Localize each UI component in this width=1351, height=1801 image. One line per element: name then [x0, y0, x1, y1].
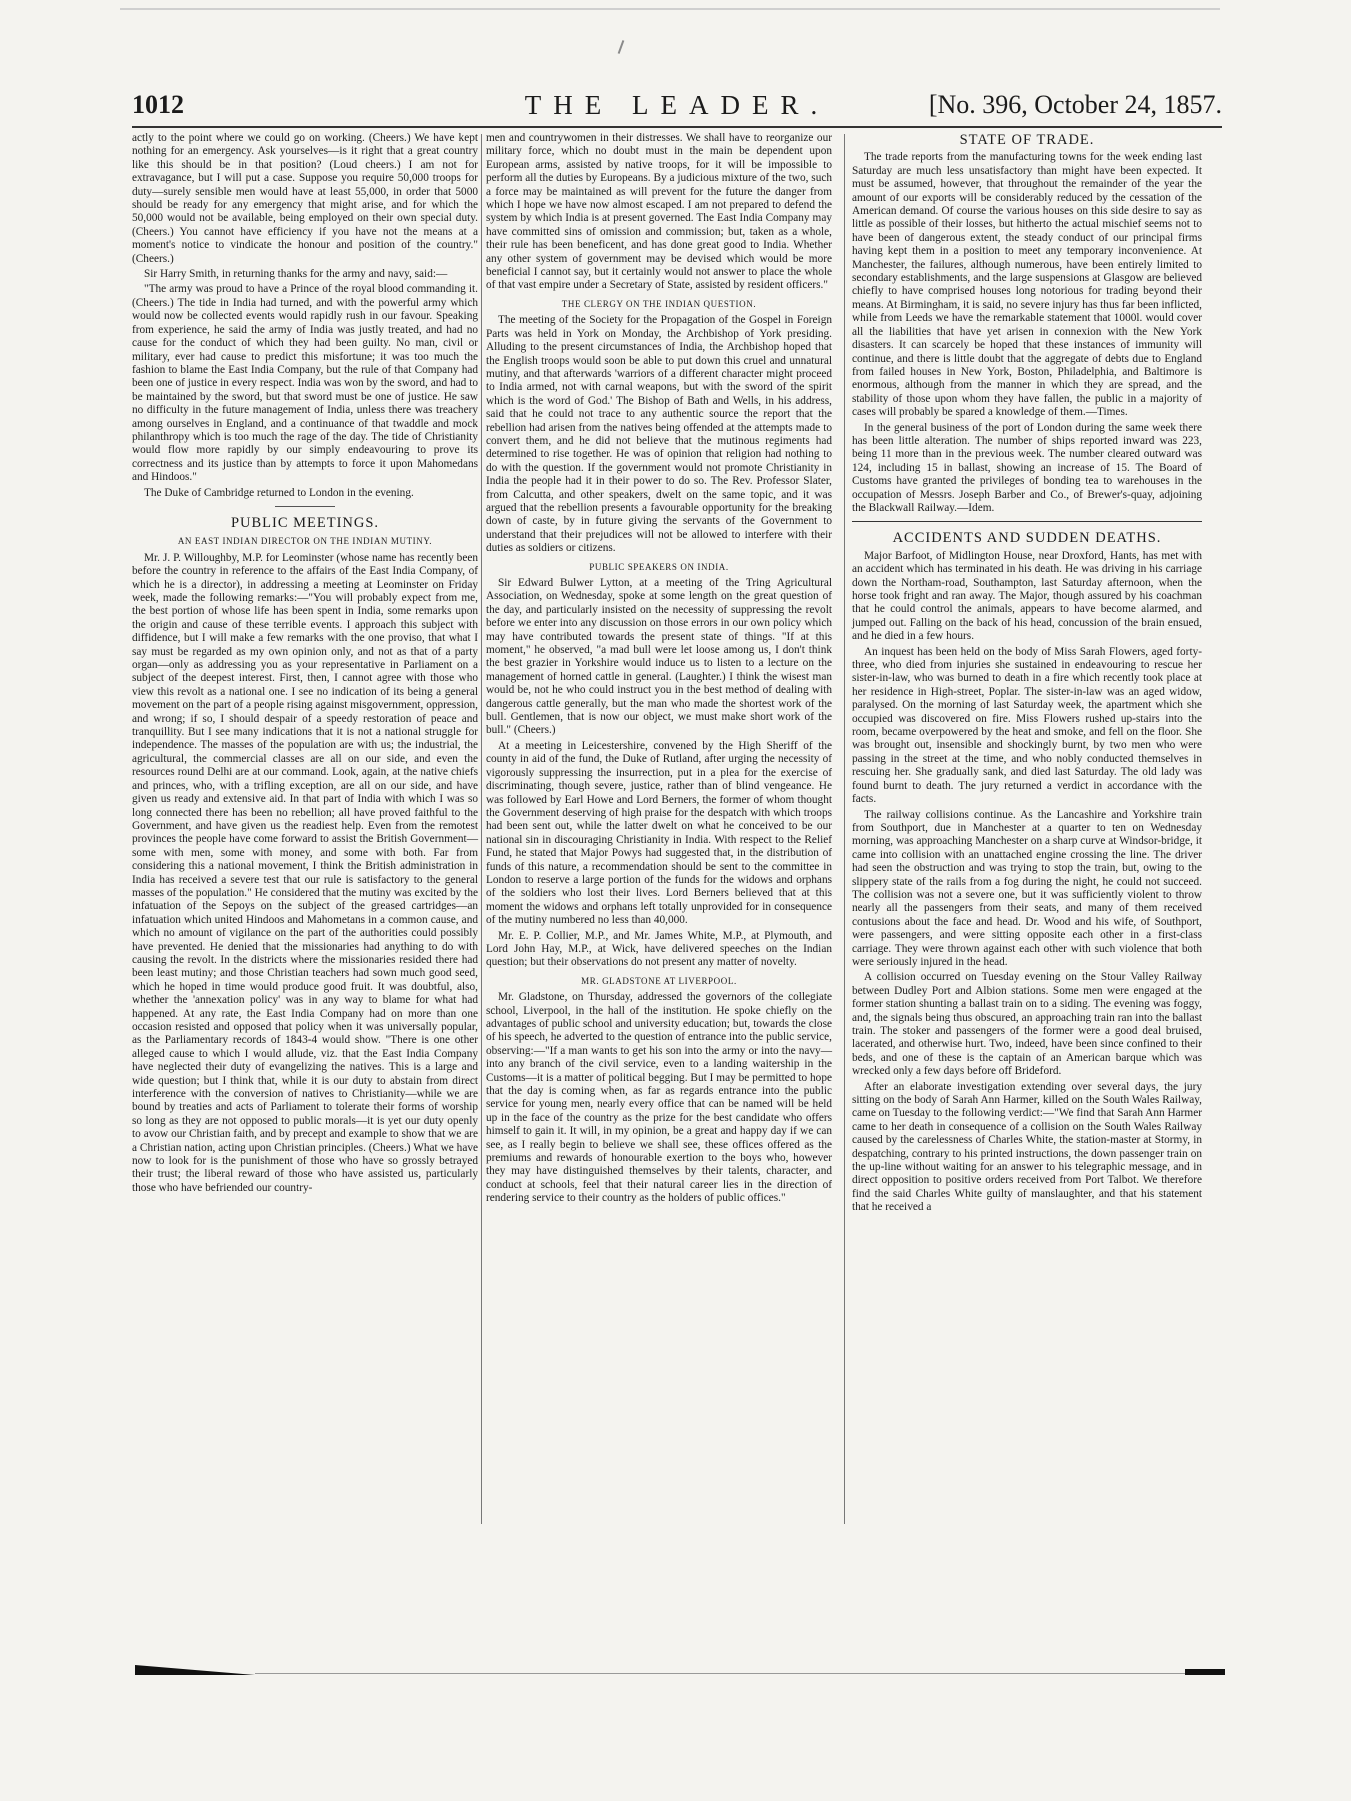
column-divider [844, 134, 845, 1524]
article-paragraph: Sir Edward Bulwer Lytton, at a meeting of the Tring Agricultural Association, on Wednesday, spoke at some length on the great question of the day, and particularly insisted on the necessity of suppressing the revolt before we enter into any discussion on those errors in our own policy which may have contributed towards the present state of things. "If at this moment," he observed, "a mad bull were let loose among us, I don't think the best grazier in Yorkshire would induce us to listen to a lecture on the management of horned cattle in general. (Laughter.) I think the wisest man would be, not he who could instruct you in the best method of dealing with dangerous cattle generally, but the man who made the shortest work of the bull. Gentlemen, that is now our object, we must make short work of the bull." (Cheers.) [486, 577, 832, 737]
article-paragraph: In the general business of the port of London during the same week there has been little alteration. The number of ships reported inward was 223, being 11 more than in the previous week. The number cleared outward was 124, including 15 in ballast, showing an increase of 15. The Board of Customs have granted the privileges of bonding tea to warehouses in the occupation of Messrs. Joseph Barber and Co., of Brewer's-quay, adjoining the Blackwall Railway.—Idem. [852, 421, 1202, 514]
scan-pen-mark [618, 40, 625, 54]
scan-bottom-edge [135, 1665, 1225, 1677]
article-paragraph: Mr. E. P. Collier, M.P., and Mr. James White, M.P., at Plymouth, and Lord John Hay, M.P., at Wick, have delivered speeches on the Indian question; but their observations do not present any matter of novelty. [486, 929, 832, 969]
subsection-heading: THE CLERGY ON THE INDIAN QUESTION. [561, 298, 757, 309]
scan-edge-mark [120, 8, 1220, 10]
article-paragraph: Mr. J. P. Willoughby, M.P. for Leominster (whose name has recently been before the country in reference to the affairs of the East India Company, of which he is a director), in addressing a meeting at Leominster on Friday week, made the following remarks:—"You will probably expect from me, the best portion of whose life has been spent in India, some remarks upon the origin and cause of these terrible events. I approach this subject with diffidence, but I will make a few remarks with the one proviso, that what I say must be regarded as my own opinion only, and not as that of a party organ—only as addressing you as your representative in Parliament on a subject of the deepest interest. First, then, I cannot agree with those who view this revolt as a national one. I see no indication of its being a general movement on the part of a people rising against misgovernment, oppression, and wrong; if so, I should despair of a speedy restoration of peace and tranquillity. But I see many indications that it is not a national struggle for independence. The masses of the population are with us; the industrial, the agricultural, the commercial classes are all on our side, and even the resources round Delhi are at our command. Look, again, at the native chiefs and princes, who, with a trifling exception, are all on our side, and have given us ready and extensive aid. In that part of India with which I was so long connected there has been no rebellion; all have proved faithful to the Government, and have given us the readiest help. Even from the remotest provinces the people have come forward to assist the British Government—some with men, some with money, and some with both. Far from considering this a national movement, I think the British administration in India has received a severe test that our rule is satisfactory to the general masses of the population." He considered that the mutiny was excited by the infatuation of the Sepoys on the subject of the greased cartridges—an infatuation which united Hindoos and Mahometans in a common cause, and which no amount of vigilance on the part of the authorities could possibly have prevented. He denied that the missionaries had anything to do with causing the revolt. In the districts where the missionaries resided there had been least mutiny; and those Christian teachers had sown much good seed, which he hoped in time would produce good fruit. It was doubtful, also, whether the 'annexation policy' was in any way to blame for what had happened. At any rate, the East India Company had on more than one occasion resisted and opposed that policy when it was universally popular, as the Parliamentary records of 1843-4 would show. "There is one other alleged cause to which I would allude, viz. that the East India Company have neglected their duty of evangelizing the natives. This is a large and wide question; but I think that, while it is our duty to abstain from direct interference with the conversion of natives to Christianity—while we are bound by treaties and acts of Parliament to tolerate their forms of worship so long as they are not opposed to public morals—it is yet our duty openly to avow our Christian faith, and by precept and example to show that we are a Christian nation, acting upon Christian principles. (Cheers.) What we have now to look for is the punishment of those who have so grossly betrayed their trust; the liberal reward of those who have assisted us, particularly those who have befriended our country- [132, 551, 478, 1194]
scan-edge-line [255, 1673, 1215, 1674]
column-divider [481, 134, 482, 1524]
page-number: 1012 [132, 90, 184, 119]
scan-edge-bar [1185, 1669, 1225, 1675]
subsection-heading: MR. GLADSTONE AT LIVERPOOL. [581, 975, 737, 986]
section-heading-public-meetings: PUBLIC MEETINGS. [230, 514, 380, 531]
article-paragraph: men and countrywomen in their distresses. We shall have to reorganize our military force, which no doubt must in the main be dependent upon European arms, assisted by native troops, for it will be impossible to perform all the duties by Europeans. By a judicious mixture of the two, such a force may be maintained as will prevent for the future the danger from which I hope we have now almost escaped. I am not prepared to defend the system by which India is at present governed. The East India Company may have committed sins of omission and commission; but, taken as a whole, their rule has been beneficent, and has done great good to India. Whether any other system of government may be devised which would be more beneficial I cannot say, but it certainly would not answer to place the whole of that vast empire under a Secretary of State, assisted by resident officers." [486, 132, 832, 292]
article-paragraph: Sir Harry Smith, in returning thanks for the army and navy, said:— [144, 268, 448, 281]
column-2 [486, 132, 832, 1208]
section-heading-state-of-trade: STATE OF TRADE. [959, 132, 1095, 148]
newspaper-title: THE LEADER. [524, 90, 830, 120]
section-rule [275, 506, 335, 507]
masthead [132, 86, 1222, 126]
article-paragraph: An inquest has been held on the body of Miss Sarah Flowers, aged forty-three, who died from injuries she sustained in endeavouring to rescue her sister-in-law, who was burned to death in a fire which recently took place at her residence in High-street, Poplar. The sister-in-law was an aged widow, paralysed. On the morning of last Saturday week, the apartment which she occupied was discovered on fire. Miss Flowers rushed up-stairs into the room, became overpowered by the heat and smoke, and fell on the floor. She was brought out, insensible and shockingly burnt, by two men who were passing in the street at the time, and who nobly conducted themselves in rescuing her. She gradually sank, and died last Saturday. The old lady was found burnt to death. The jury returned a verdict in accordance with the facts. [852, 645, 1202, 806]
article-paragraph: After an elaborate investigation extending over several days, the jury sitting on the body of Sarah Ann Harmer, killed on the South Wales Railway, came on Tuesday to the following verdict:—"We find that Sarah Ann Harmer came to her death in consequence of a collision on the South Wales Railway caused by the carelessness of Charles White, the station-master at Stormy, in despatching, contrary to his printed instructions, the down passenger train on the up-line without waiting for an answer to his telegraphic message, and in direct opposition to positive orders received from Port Talbot. We therefore find the said Charles White guilty of manslaughter, and that his statement that he received a [852, 1080, 1202, 1214]
masthead-rule [132, 126, 1222, 128]
column-1 [132, 132, 478, 1197]
article-paragraph: Major Barfoot, of Midlington House, near Droxford, Hants, has met with an accident which has terminated in his death. He was driving in his carriage down the Northam-road, Southampton, last Saturday afternoon, when the horse took fright and ran away. The Major, though assured by his coachman that he could control the animals, appears to have become alarmed, and jumped out. Falling on the back of his head, concussion of the brain ensued, and he died in a few hours. [852, 549, 1202, 643]
subsection-heading: PUBLIC SPEAKERS ON INDIA. [589, 561, 729, 572]
article-paragraph: The Duke of Cambridge returned to London in the evening. [144, 486, 414, 499]
column-3 [852, 132, 1202, 1217]
article-paragraph: Mr. Gladstone, on Thursday, addressed the governors of the collegiate school, Liverpool, in the hall of the institution. He spoke chiefly on the advantages of public school and university education; but, towards the close of his speech, he adverted to the question of entrance into the public service, observing:—"If a man wants to get his son into the army or into the navy—into any branch of the civil service, even to a landing waitership in the Customs—it is a matter of political begging. But I may be permitted to hope that the day is coming when, as far as regards entrance into the public service for young men, nearly every office that can be named will be held up in the face of the country as the prize for the best candidate who offers himself to gain it. It will, in my opinion, be a great and happy day if we can see, as I really begin to believe we shall see, these offices offered as the premiums and rewards of honourable exertion to the boys who, however they may have distinguished themselves by their talents, character, and conduct at schools, feel that their natural career lies in the direction of rendering service to their country as the holders of public offices." [486, 991, 832, 1205]
article-paragraph: The meeting of the Society for the Propagation of the Gospel in Foreign Parts was held in York on Monday, the Archbishop of York presiding. Alluding to the present circumstances of India, the Archbishop hoped that the English troops would soon be able to put down this cruel and unnatural mutiny, and that afterwards 'warriors of a different character might proceed to India armed, not with carnal weapons, but with the sword of the spirit which is the word of God.' The Bishop of Bath and Wells, in his address, said that he could not trace to any authentic source the report that the rebellion had arisen from the natives being offended at the attempts made to convert them, and he did not believe that the mutinous regiments had determined to rise together. He was of opinion that religion had nothing to do with the question. If the government would not promote Christianity in India the people had it in their power to do so. The Rev. Professor Slater, from Calcutta, and other speakers, dwelt on the same topic, and it was argued that the rebellion presents a favourable opportunity for the breaking down of caste, by in future giving the servants of the Government to understand that their prejudices will not be allowed to interfere with their duties as soldiers or citizens. [486, 314, 832, 555]
subsection-heading: AN EAST INDIAN DIRECTOR ON THE INDIAN MUTINY. [177, 536, 433, 547]
article-paragraph: actly to the point where we could go on working. (Cheers.) We have kept nothing for an emergency. Ask yourselves—is it right that a great country like this should be in that position? (Loud cheers.) I am not for extravagance, but I will put a case. Suppose you require 50,000 troops for duty—surely sensible men would have at least 55,000, in order that 5000 should be ready for any emergency that might arise, and for which the 50,000 would not be available, being employed on their own special duty. (Cheers.) You cannot have efficiency if you have not the means at a moment's notice to vindicate the honour and position of the country." (Cheers.) [132, 132, 478, 265]
article-quote: "The army was proud to have a Prince of the royal blood commanding it. (Cheers.) The tide in India had turned, and with the powerful army which would now be collected events would rapidly rush in our favour. Speaking from experience, he said the army of India was justly treated, and had no cause for the conduct of which they had been guilty. No man, civil or military, ever had cause to predict this misfortune; it was too much the fashion to blame the East India Company, but the rule of that Company had been one of justice in every respect. India was won by the sword, and had to be maintained by the sword, but that sword must be one of justice. He saw no difficulty in the future management of India, unless there was treachery among ourselves in England, and a continuance of that twaddle and mock philanthropy which is too much the rage of the day. The tide of Christianity would flow more rapidly by our simply endeavouring to prove its correctness and its justice than by attempts to force it upon Mahomedans and Hindoos." [132, 283, 478, 484]
article-paragraph: At a meeting in Leicestershire, convened by the High Sheriff of the county in aid of the fund, the Duke of Rutland, after urging the necessity of vigorously suppressing the insurrection, put in a plea for the exercise of discriminating, though severe, justice, rather than of blind vengeance. He was followed by Earl Howe and Lord Berners, the former of whom thought the Government deserving of high praise for the despatch with which troops had been sent out, while the latter dwelt on what he conceived to be our national sin in discouraging Christianity in India. With respect to the Relief Fund, he stated that Major Powys had suggested that, in the distribution of funds of this nature, a recommendation should be sent to the committee in London to reserve a large portion of the funds for the widows and orphans of the soldiers who lost their lives. Lord Berners believed that at this moment the widows and orphans left totally unprovided for in consequence of the mutiny numbered no less than 40,000. [486, 739, 832, 927]
scan-shadow-wedge [135, 1665, 255, 1675]
article-paragraph: The railway collisions continue. As the Lancashire and Yorkshire train from Southport, due in Manchester at a quarter to ten on Wednesday morning, was approaching Manchester on a sharp curve at Windsor-bridge, it came into collision with an unattached engine crossing the line. The driver had seen the obstruction and was trying to stop the train, but, owing to the slippery state of the rails from a fog during the night, he could not succeed. The collision was not a severe one, but it was sufficiently violent to throw nearly all the passengers from their seats, and many of them received contusions about the face and head. Dr. Wood and his wife, of Southport, were passengers, and were sitting opposite each other in a first-class carriage. They were thrown against each other with such violence that both were seriously injured in the head. [852, 808, 1202, 968]
issue-date: [No. 396, October 24, 1857. [928, 90, 1222, 119]
article-paragraph: The trade reports from the manufacturing towns for the week ending last Saturday are much less unsatisfactory than might have been expected. It must be assumed, however, that throughout the remainder of the year the amount of our exports will be considerably reduced by the cessation of the American demand. Of course the various houses on this side desire to say as little as possible of their losses, but hitherto the actual mischief seems not to have been of dangerous extent, the steady conduct of our principal firms having kept them in a position to meet any temporary inconvenience. At Manchester, the failures, although numerous, have been entirely limited to secondary establishments, and the large suspensions at Glasgow are believed chiefly to have comprised houses long notorious for trading beyond their means. At Birmingham, it is said, no severe injury has thus far been inflicted, while from Leeds we have the remarkable statement that 1000l. would cover all the liabilities that have yet arisen in connexion with the New York disasters. It can scarcely be hoped that these instances of immunity will continue, and there is little doubt that the aggregate of debts due to England from failed houses in New York, Boston, Philadelphia, and Baltimore is enormous, although from the manner in which they are spread, and the stability of those upon whom they have fallen, the public in a majority of cases will probably be spared a knowledge of them.—Times. [852, 151, 1202, 419]
article-paragraph: A collision occurred on Tuesday evening on the Stour Valley Railway between Dudley Port and Albion stations. Some men were engaged at the former station shunting a ballast train on to a siding. The evening was foggy, and, the signals being thus obscured, an approaching train ran into the ballast train. The stoker and passengers of the former were a good deal bruised, lacerated, and otherwise hurt. Two, indeed, have been since confined to their beds, and one of these is the captain of an American barque which was wrecked only a few days before off Brideford. [852, 971, 1202, 1078]
section-heading-accidents: ACCIDENTS AND SUDDEN DEATHS. [892, 530, 1162, 547]
section-rule [852, 521, 1202, 522]
